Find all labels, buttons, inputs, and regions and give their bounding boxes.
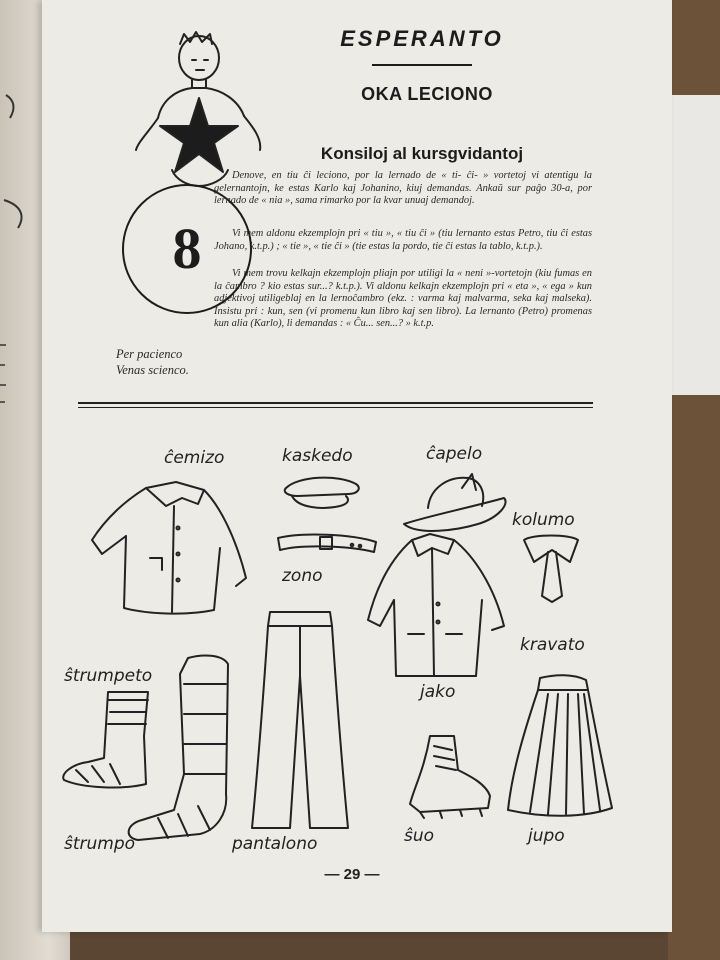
motto — [116, 346, 246, 378]
label-strumpo: ŝtrumpo — [64, 834, 136, 854]
collar-illustration — [512, 532, 592, 602]
label-cemizo: ĉemizo — [164, 448, 225, 468]
white-paper-sheet — [672, 95, 720, 395]
label-kolumo: kolumo — [512, 510, 575, 530]
label-pantalono: pantalono — [232, 834, 318, 854]
stocking-illustration — [118, 654, 238, 854]
trousers-illustration — [250, 606, 350, 836]
section-title: Konsiloj al kursgvidantoj — [320, 144, 524, 163]
lesson-title: OKA LECIONO — [361, 84, 493, 104]
skirt-illustration — [504, 672, 614, 822]
label-strumpeto: ŝtrumpeto — [64, 666, 153, 686]
jacket-illustration — [364, 530, 514, 680]
star-figure-illustration — [92, 30, 252, 190]
label-zono: zono — [282, 566, 323, 586]
label-capelo: ĉapelo — [426, 444, 483, 464]
label-jako: jako — [420, 682, 456, 702]
body-paragraph-2: Vi mem aldonu ekzemplojn pri « tiu », « tiu ĉi » (tiu lernanto estas Petro, tiu ĉi estas Johano, k.t.p.) ; « tie », « tie ĉi » (tie estas la pordo, tie ĉi estas la tablo, k.t.p.). — [214, 228, 592, 252]
label-suo: ŝuo — [404, 826, 435, 846]
page-number: — 29 — — [324, 866, 380, 883]
label-jupo: jupo — [528, 826, 565, 846]
label-kravato: kravato — [520, 635, 585, 655]
body-paragraph-3: Vi mem trovu kelkajn ekzemplojn pliajn por utiligi la « neni »-vortetojn (kiu fumas en la ĉambro ? kio estas sur...? k.t.p.). Vi aldonu kelkajn ekzemplojn pri « eta », « ega » kun adjektivoj utiligeblaj en la lernoĉambro (ekz. : varma kaj malvarma, seka kaj malseka). Insistu pri : kun, sen (vi promenu kun libro kaj sen libro). La lernanto (Petro) promenas kun alia (Karlo), li demandas : « Ĉu... sen...? » k.t.p. — [214, 268, 592, 330]
motto-line-2: Venas scienco. — [116, 363, 189, 377]
magazine-title: ESPERANTO — [340, 26, 504, 51]
book-page — [42, 0, 672, 932]
shoe-illustration — [400, 730, 500, 820]
section-divider — [78, 402, 593, 404]
shirt-illustration — [86, 478, 256, 628]
title-rule — [372, 64, 472, 66]
lesson-number: 8 — [172, 216, 202, 281]
label-kaskedo: kaskedo — [282, 446, 353, 466]
cap-illustration — [278, 474, 368, 524]
body-paragraph-1: Denove, en tiu ĉi leciono, por la lernado de « ti- ĉi- » vortetoj vi atentigu la gelernantojn, ke estas Karlo kaj Johanino, kiuj demandas. Ankaŭ sur paĝo 30-a, por lernado de « nia », sama rimarko por la kvar unuaj demandoj. — [214, 170, 592, 207]
motto-line-1: Per pacienco — [116, 347, 183, 361]
section-divider-thin — [78, 407, 593, 408]
